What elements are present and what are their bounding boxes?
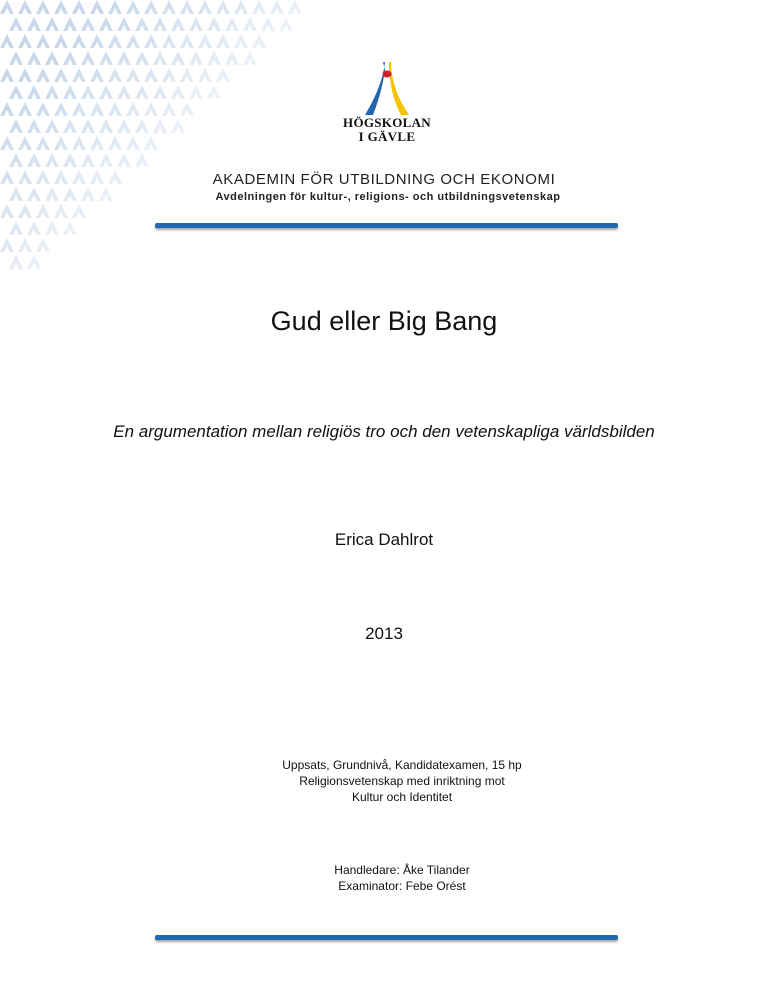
hogskolan-logo [363,60,411,118]
subject-line-2: Kultur och Identitet [351,790,453,804]
institution-name-line1: HÖGSKOLAN [343,115,431,130]
department-heading: Avdelningen för kultur-, religions- och utbildningsvetenskap [215,191,561,203]
thesis-subtitle: En argumentation mellan religiös tro och den vetenskapliga världsbilden [113,422,655,441]
thesis-title: Gud eller Big Bang [270,306,498,336]
thesis-level: Uppsats, Grundnivå, Kandidatexamen, 15 hp [282,758,522,772]
subject-line-1: Religionsvetenskap med inriktning mot [299,774,505,788]
institution-name-line2: I GÄVLE [358,129,416,144]
academy-heading: AKADEMIN FÖR UTBILDNING OCH EKONOMI [212,171,556,188]
supervisor: Handledare: Åke Tilander [334,863,470,877]
top-divider [155,223,618,228]
examiner: Examinator: Febe Orést [338,879,466,893]
corner-pattern-decoration [0,0,300,270]
bottom-divider [155,935,618,940]
publication-year: 2013 [365,624,403,643]
author-name: Erica Dahlrot [334,530,434,549]
